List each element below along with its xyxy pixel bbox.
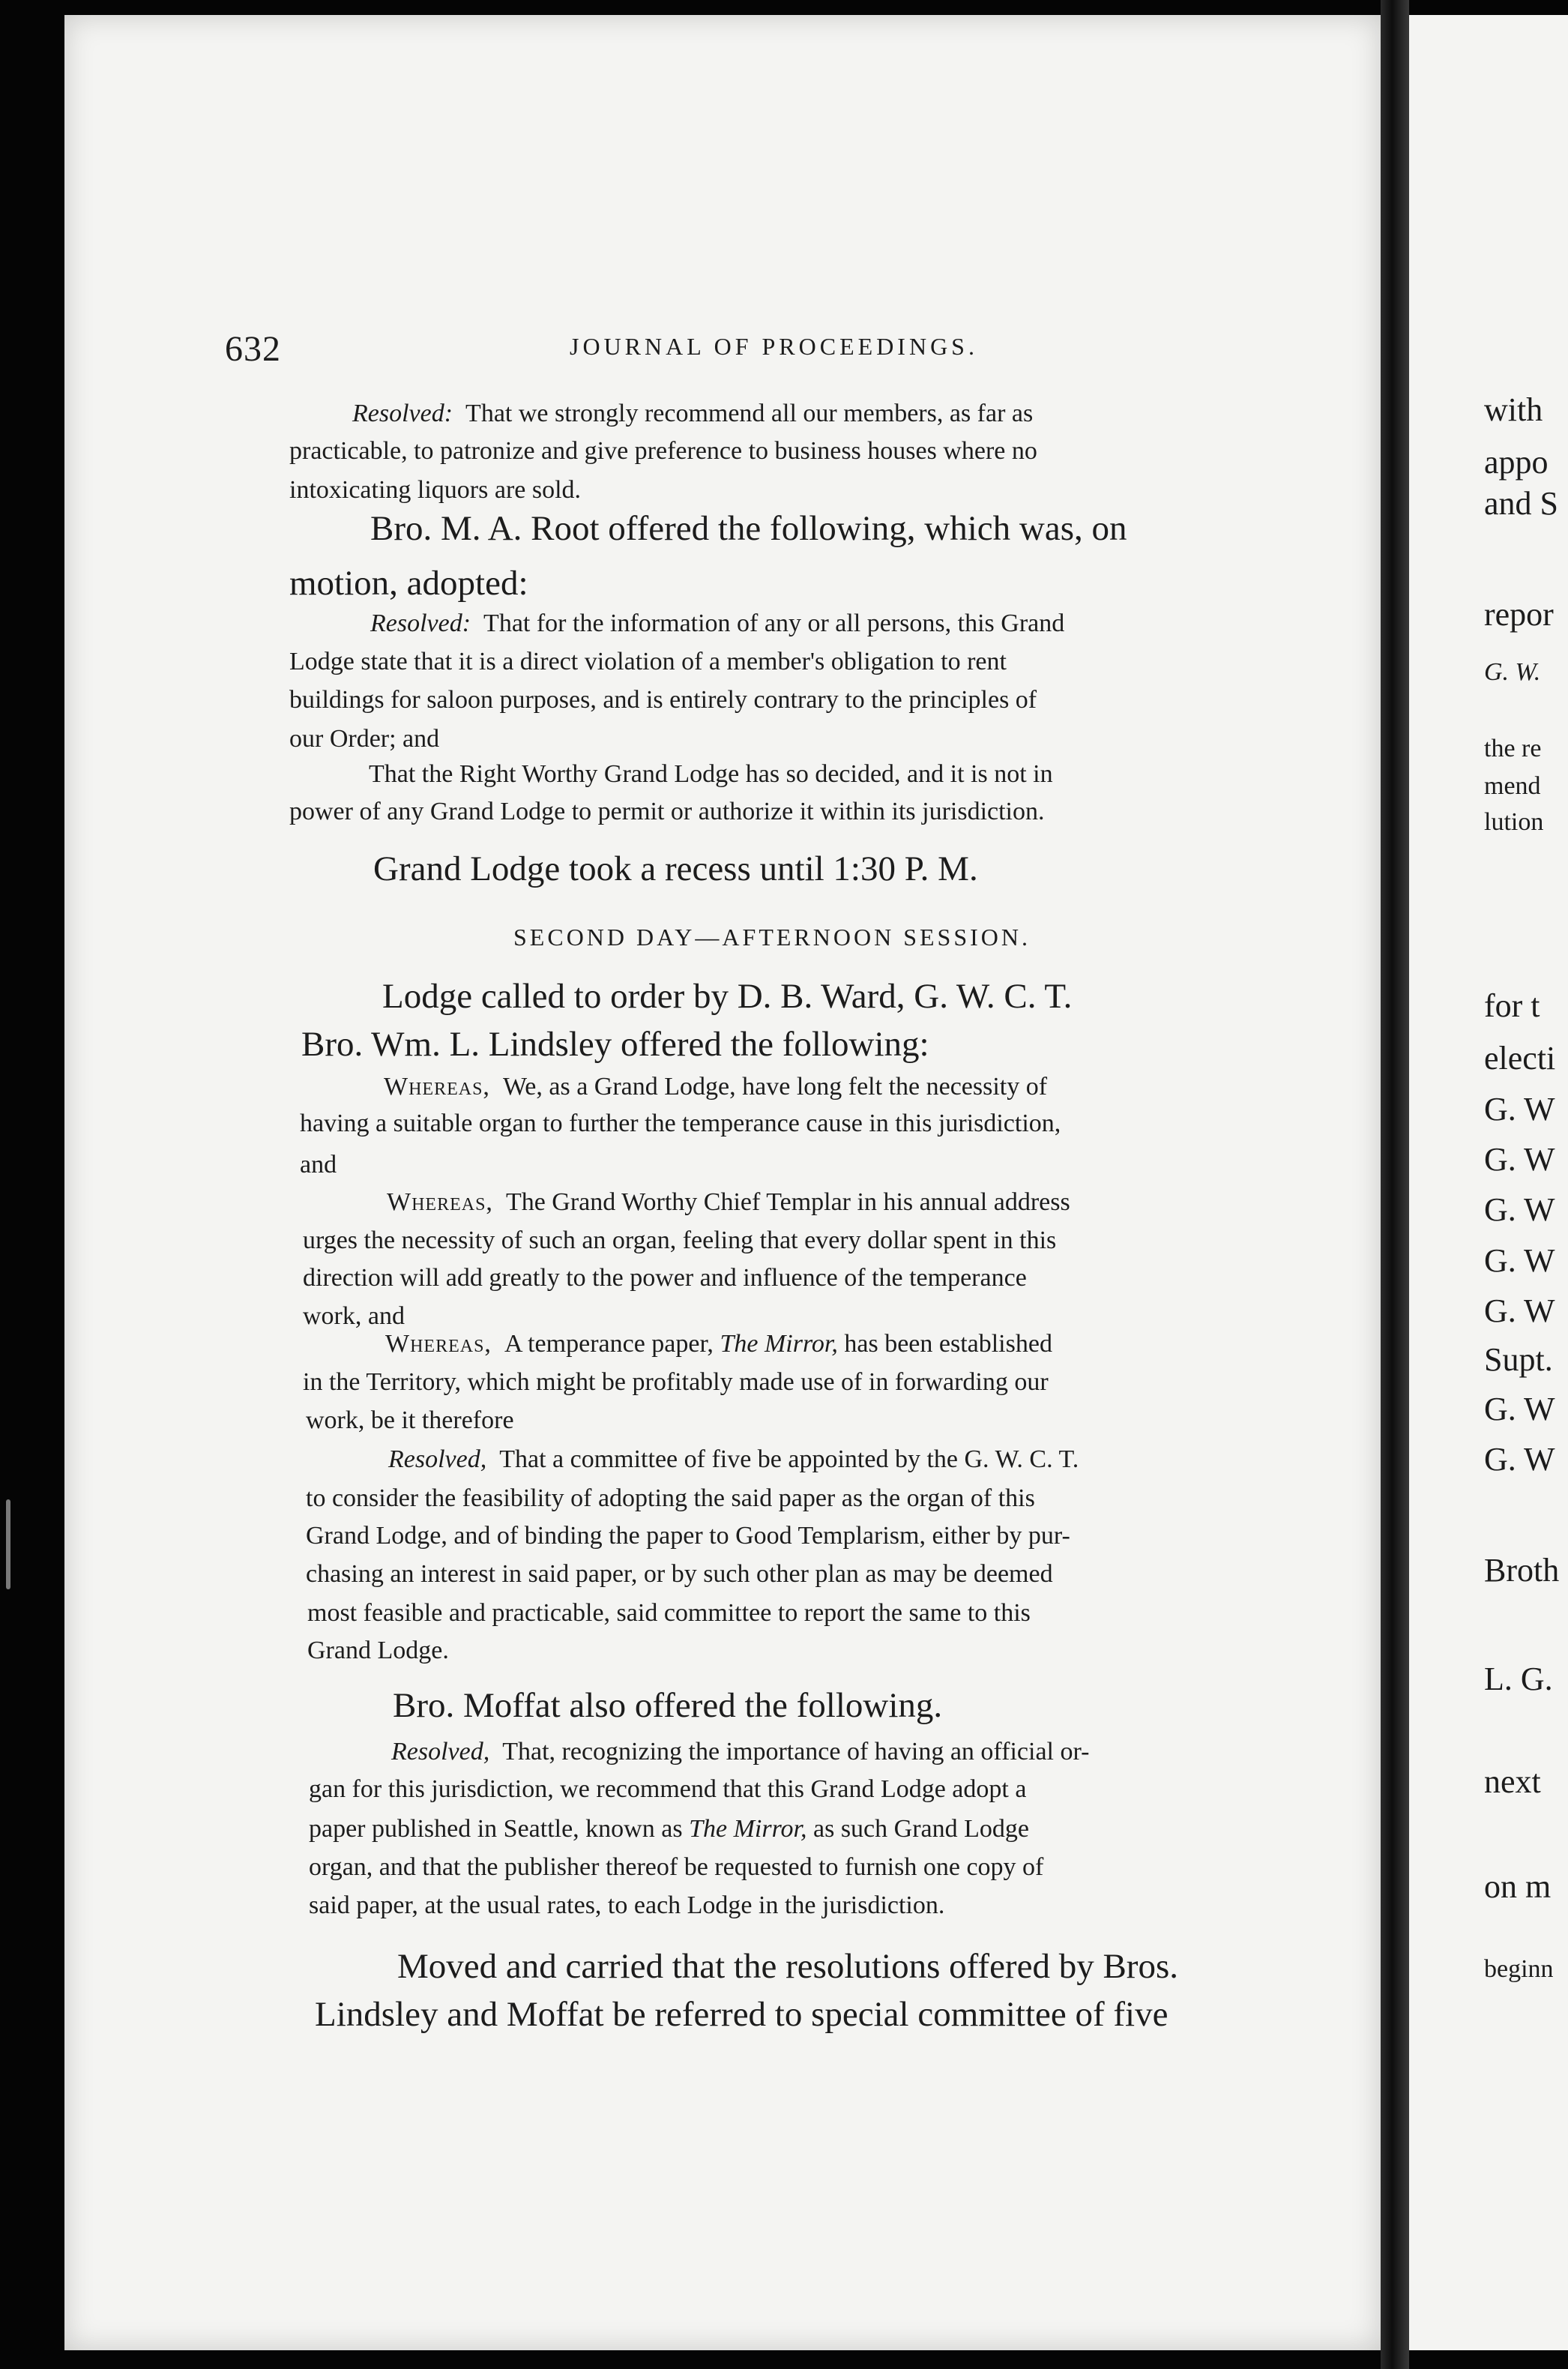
resolved5-line3: paper published in Seattle, known as The Mirror, as such Grand Lodge: [309, 1815, 1029, 1843]
whereas3-line3: work, be it therefore: [306, 1406, 514, 1434]
block1-line1: Resolved: That we strongly recommend all our members, as far as: [352, 400, 1034, 427]
running-title: JOURNAL OF PROCEEDINGS.: [570, 333, 978, 360]
lindsley-offered: Bro. Wm. L. Lindsley offered the following:: [301, 1025, 929, 1064]
moved-line2: Lindsley and Moffat be referred to special committee of five: [315, 1995, 1169, 2034]
whereas3-line1: Whereas, A temperance paper, The Mirror, has been established: [385, 1330, 1052, 1358]
facing-fragment: the re: [1484, 735, 1542, 762]
block3-line3: buildings for saloon purposes, and is entirely contrary to the principles of: [289, 686, 1037, 714]
block3-line5: That the Right Worthy Grand Lodge has so decided, and it is not in: [369, 760, 1053, 788]
block1-line2: practicable, to patronize and give preference to business houses where no: [289, 437, 1037, 465]
moffat-offered: Bro. Moffat also offered the following.: [393, 1686, 943, 1725]
facing-fragment: G. W: [1484, 1292, 1555, 1329]
facing-fragment: G. W.: [1484, 658, 1541, 686]
resolved4-line2: to consider the feasibility of adopting the said paper as the organ of this: [306, 1484, 1035, 1512]
whereas2-line1: Whereas, The Grand Worthy Chief Templar in his annual address: [387, 1188, 1070, 1216]
facing-fragment: G. W: [1484, 1391, 1555, 1427]
whereas2-line2: urges the necessity of such an organ, feeling that every dollar spent in this: [303, 1226, 1057, 1254]
block3-line6: power of any Grand Lodge to permit or authorize it within its jurisdiction.: [289, 798, 1045, 825]
page-number: 632: [225, 329, 281, 369]
facing-fragment: repor: [1484, 596, 1554, 633]
resolved4-line4: chasing an interest in said paper, or by such other plan as may be deemed: [306, 1560, 1053, 1588]
root-offered-line2: motion, adopted:: [289, 564, 528, 603]
resolved5-line5: said paper, at the usual rates, to each Lodge in the jurisdiction.: [309, 1891, 945, 1919]
facing-fragment: electi: [1484, 1040, 1556, 1077]
block3-line1: Resolved: That for the information of any or all persons, this Grand: [370, 609, 1065, 637]
whereas1-line1: Whereas, We, as a Grand Lodge, have long felt the necessity of: [384, 1073, 1048, 1101]
page-gutter: [1381, 0, 1409, 2369]
whereas3-line2: in the Territory, which might be profitably made use of in forwarding our: [303, 1368, 1049, 1396]
resolved4-line5: most feasible and practicable, said committee to report the same to this: [307, 1599, 1031, 1627]
resolved5-line2: gan for this jurisdiction, we recommend that this Grand Lodge adopt a: [309, 1775, 1027, 1803]
resolved4-line6: Grand Lodge.: [307, 1637, 449, 1664]
whereas2-line3: direction will add greatly to the power and influence of the temperance: [303, 1264, 1027, 1292]
facing-fragment: G. W: [1484, 1191, 1555, 1228]
facing-fragment: mend: [1484, 772, 1541, 800]
moved-line1: Moved and carried that the resolutions offered by Bros.: [397, 1947, 1178, 1986]
session-heading: SECOND DAY—AFTERNOON SESSION.: [513, 924, 1031, 951]
facing-fragment: G. W: [1484, 1441, 1555, 1478]
facing-fragment: beginn: [1484, 1955, 1554, 1983]
facing-fragment: lution: [1484, 808, 1544, 836]
block1-line3: intoxicating liquors are sold.: [289, 476, 582, 504]
resolved5-line1: Resolved, That, recognizing the importance of having an official or-: [391, 1738, 1090, 1766]
resolved4-line1: Resolved, That a committee of five be appointed by the G. W. C. T.: [388, 1445, 1079, 1473]
facing-fragment: for t: [1484, 987, 1540, 1024]
facing-fragment: with: [1484, 391, 1543, 428]
facing-fragment: L. G.: [1484, 1661, 1553, 1697]
whereas1-line2: having a suitable organ to further the temperance cause in this jurisdiction,: [300, 1110, 1061, 1137]
whereas1-line3: and: [300, 1151, 337, 1179]
facing-fragment: appo: [1484, 444, 1549, 481]
resolved5-line4: organ, and that the publisher thereof be requested to furnish one copy of: [309, 1853, 1044, 1881]
facing-fragment: and S: [1484, 485, 1558, 522]
facing-fragment: G. W: [1484, 1242, 1555, 1279]
facing-fragment: Supt.: [1484, 1341, 1553, 1378]
root-offered-line1: Bro. M. A. Root offered the following, which was, on: [370, 509, 1127, 548]
block3-line4: our Order; and: [289, 725, 440, 753]
facing-page: [1409, 15, 1568, 2350]
facing-fragment: Broth: [1484, 1552, 1560, 1589]
facing-fragment: G. W: [1484, 1141, 1555, 1178]
resolved4-line3: Grand Lodge, and of binding the paper to Good Templarism, either by pur-: [306, 1522, 1070, 1550]
facing-fragment: on m: [1484, 1868, 1552, 1905]
scan-edge-mark: [6, 1499, 10, 1589]
facing-fragment: next: [1484, 1763, 1541, 1800]
block3-line2: Lodge state that it is a direct violation of a member's obligation to rent: [289, 648, 1007, 675]
called-to-order: Lodge called to order by D. B. Ward, G. W. C. T.: [382, 977, 1073, 1016]
recess-line: Grand Lodge took a recess until 1:30 P. M.: [373, 849, 978, 888]
whereas2-line4: work, and: [303, 1302, 405, 1330]
facing-fragment: G. W: [1484, 1091, 1555, 1128]
